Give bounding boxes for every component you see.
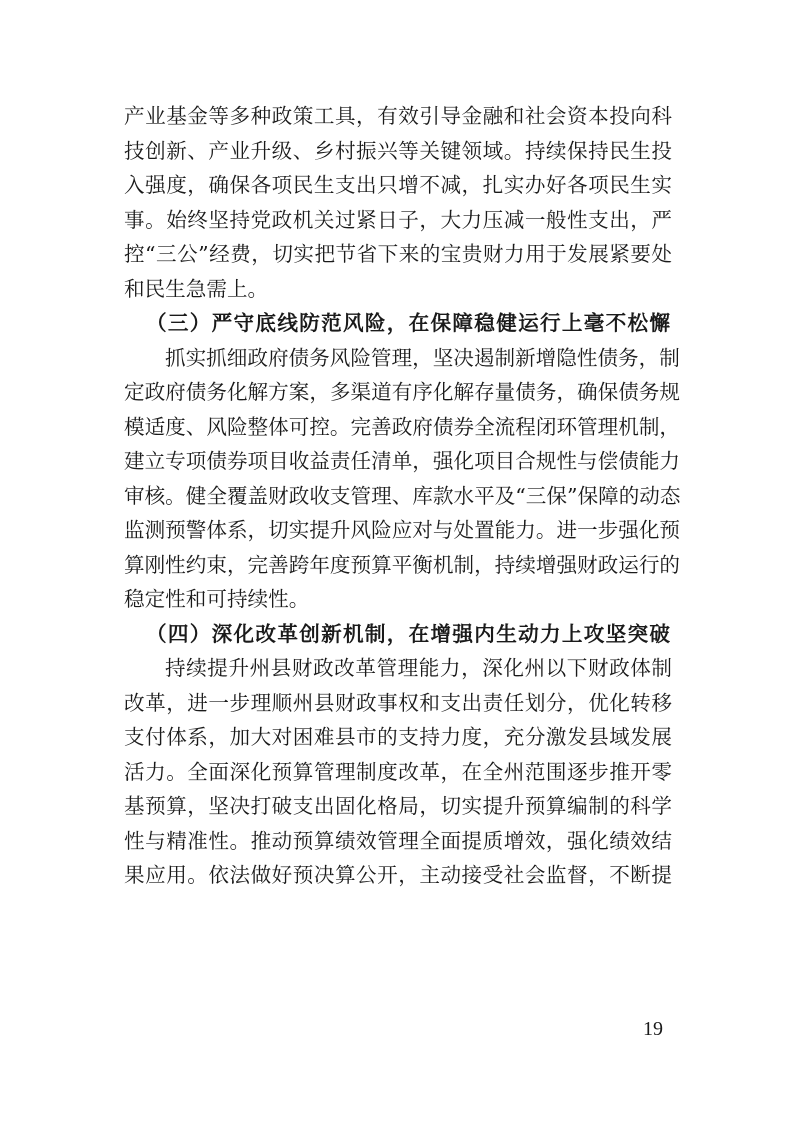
page-number: 19 (643, 1018, 663, 1040)
text-line: 和民生急需上。 (124, 276, 269, 301)
text-line: 性与精准性。推动预算绩效管理全面提质增效，强化绩效结 (124, 828, 672, 853)
text-line: 算刚性约束，完善跨年度预算平衡机制，持续增强财政运行的 (124, 552, 681, 577)
text-line: 持续提升州县财政改革管理能力，深化州以下财政体制 (165, 656, 672, 680)
text-line: 监测预警体系，切实提升风险应对与处置能力。进一步强化预 (124, 518, 681, 542)
text-line: 事。始终坚持党政机关过紧日子，大力压减一般性支出，严 (124, 207, 672, 232)
section-heading-4: （四）深化改革创新机制，在增强内生动力上攻坚突破 (146, 621, 670, 646)
text-line: 审核。健全覆盖财政收支管理、库款水平及“三保”保障的动态 (124, 483, 681, 508)
text-line: 技创新、产业升级、乡村振兴等关键领域。持续保持民生投 (124, 138, 672, 163)
section-heading-3: （三）严守底线防范风险，在保障稳健运行上毫不松懈 (146, 311, 670, 335)
text-line: 入强度，确保各项民生支出只增不减，扎实办好各项民生实 (124, 173, 672, 197)
text-line: 抓实抓细政府债务风险管理，坚决遏制新增隐性债务，制 (165, 345, 680, 370)
text-line: 活力。全面深化预算管理制度改革，在全州范围逐步推开零 (124, 759, 672, 784)
text-line: 模适度、风险整体可控。完善政府债券全流程闭环管理机制， (124, 414, 681, 439)
text-line: 建立专项债券项目收益责任清单，强化项目合规性与偿债能力 (124, 449, 681, 473)
body-text (124, 99, 681, 893)
text-line: 改革，进一步理顺州县财政事权和支出责任划分，优化转移 (124, 690, 672, 715)
text-line: 产业基金等多种政策工具，有效引导金融和社会资本投向科 (124, 104, 672, 128)
text-line: 稳定性和可持续性。 (124, 587, 310, 611)
text-line: 定政府债务化解方案，多渠道有序化解存量债务，确保债务规 (124, 380, 681, 404)
text-line: 果应用。依法做好预决算公开，主动接受社会监督，不断提 (124, 863, 672, 887)
text-line: 基预算，坚决打破支出固化格局，切实提升预算编制的科学 (124, 794, 672, 818)
text-line: 控“三公”经费，切实把节省下来的宝贵财力用于发展紧要处 (124, 242, 672, 266)
text-line: 支付体系，加大对困难县市的支持力度，充分激发县域发展 (124, 725, 672, 749)
